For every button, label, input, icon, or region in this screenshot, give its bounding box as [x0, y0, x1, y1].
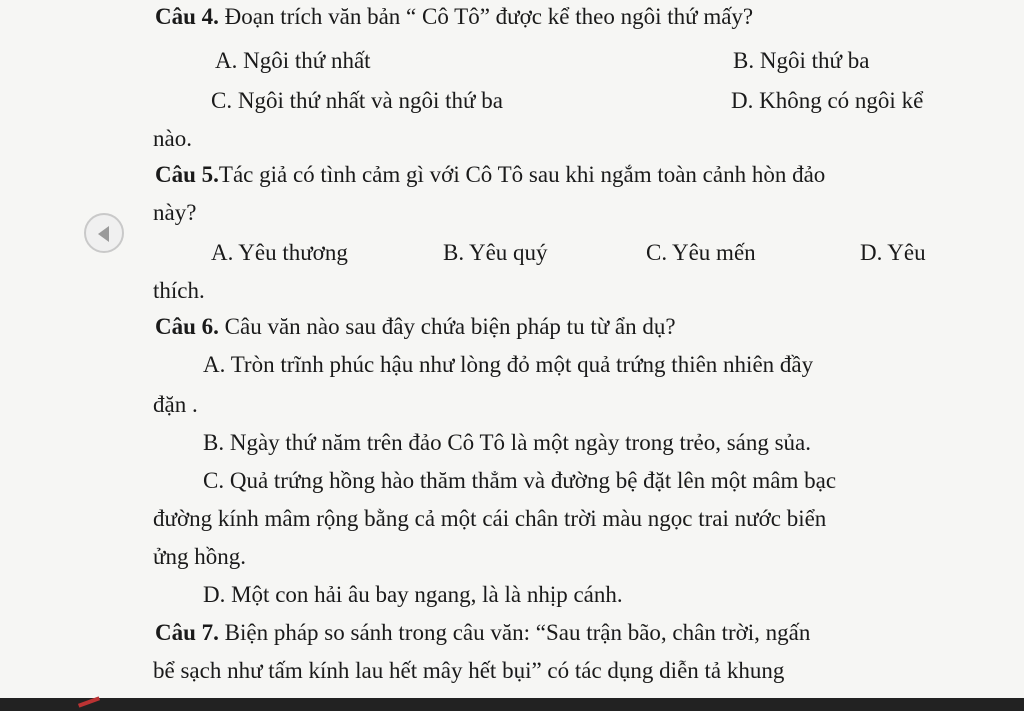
q6-option-b: B. Ngày thứ năm trên đảo Cô Tô là một ngày trong trẻo, sáng sủa.	[203, 430, 812, 455]
pen-mark	[78, 696, 100, 707]
question-label: Câu 4.	[155, 4, 219, 29]
q4-option-b: B. Ngôi thứ ba	[733, 48, 870, 73]
previous-page-button[interactable]	[84, 213, 124, 253]
question-text: Đoạn trích văn bản “ Cô Tô” được kể theo ngôi thứ mấy?	[218, 4, 754, 29]
question-text: Câu văn nào sau đây chứa biện pháp tu từ ẩn dụ?	[218, 314, 676, 339]
q6-option-c: C. Quả trứng hồng hào thăm thẳm và đường bệ đặt lên một mâm bạc	[203, 468, 837, 493]
question-label: Câu 5.	[155, 162, 219, 187]
q5-text-cont: này?	[153, 200, 197, 225]
q4-option-d: D. Không có ngôi kể	[731, 88, 924, 113]
bottom-bar	[0, 698, 1024, 711]
q5-option-b: B. Yêu quý	[443, 240, 548, 265]
q4-option-d-cont: nào.	[153, 126, 192, 151]
question-7	[155, 618, 810, 648]
q6-option-a-cont: đặn .	[153, 392, 198, 417]
question-5	[155, 160, 825, 190]
q7-text-cont: bể sạch như tấm kính lau hết mây hết bụi” có tác dụng diễn tả khung	[153, 658, 785, 683]
chevron-left-icon	[98, 226, 109, 242]
q5-option-a: A. Yêu thương	[211, 240, 348, 265]
question-4	[155, 2, 753, 32]
question-label: Câu 6.	[155, 314, 219, 339]
q6-option-d: D. Một con hải âu bay ngang, là là nhịp cánh.	[203, 582, 623, 607]
question-6	[155, 312, 676, 342]
q6-option-c-cont2: ửng hồng.	[153, 544, 246, 569]
q5-option-d: D. Yêu	[860, 240, 926, 265]
q6-option-c-cont1: đường kính mâm rộng bằng cả một cái chân trời màu ngọc trai nước biển	[153, 506, 827, 531]
q5-option-c: C. Yêu mến	[646, 240, 756, 265]
q4-option-a: A. Ngôi thứ nhất	[215, 48, 371, 73]
q4-option-c: C. Ngôi thứ nhất và ngôi thứ ba	[211, 88, 503, 113]
question-label: Câu 7.	[155, 620, 219, 645]
question-text: Biện pháp so sánh trong câu văn: “Sau trận bão, chân trời, ngấn	[218, 620, 811, 645]
q6-option-a: A. Tròn trĩnh phúc hậu như lòng đỏ một quả trứng thiên nhiên đầy	[203, 352, 814, 377]
question-text: Tác giả có tình cảm gì với Cô Tô sau khi ngắm toàn cảnh hòn đảo	[218, 162, 826, 187]
q5-option-d-cont: thích.	[153, 278, 205, 303]
